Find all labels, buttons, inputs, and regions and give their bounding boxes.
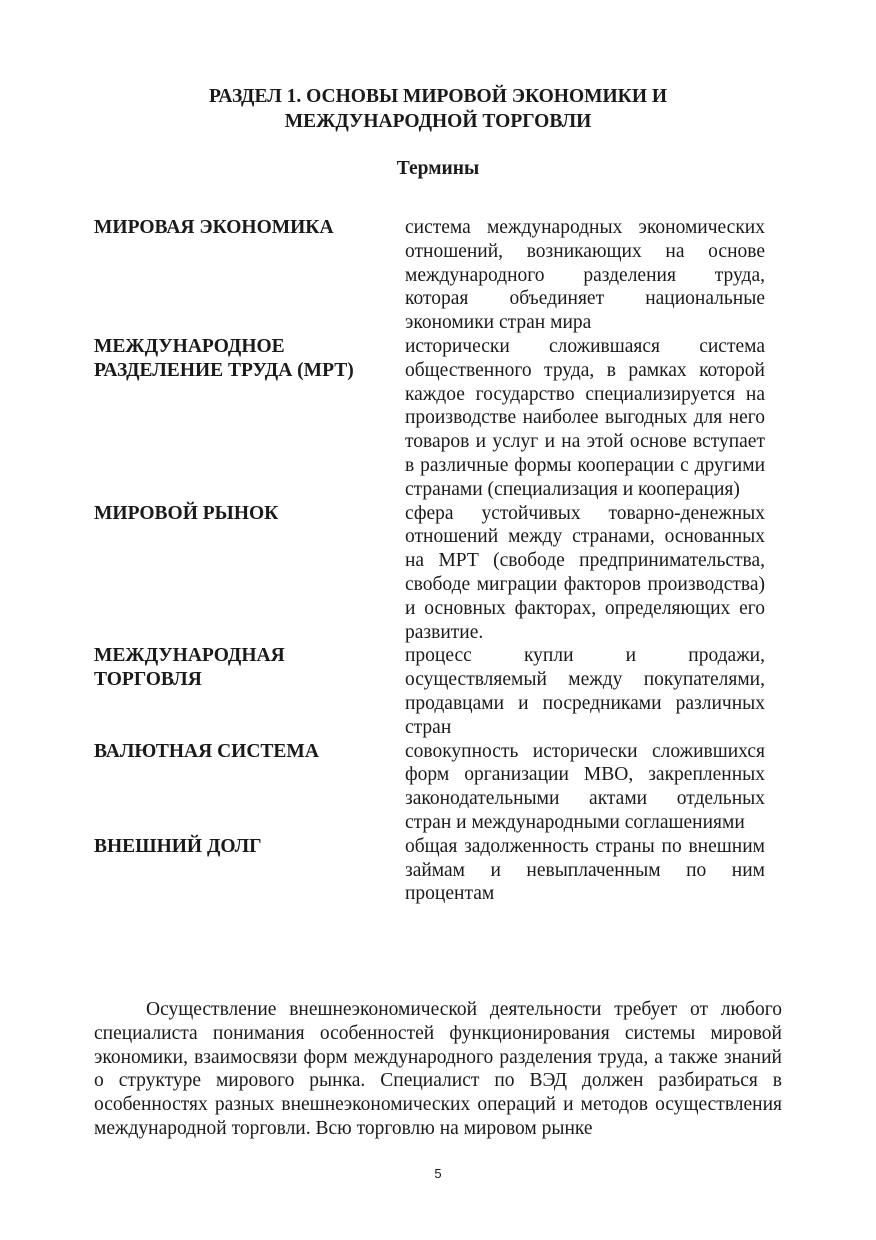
page-number: 5 [434,1166,442,1181]
term-definition: общая задолженность страны по внешним займам и невыплаченным по ним процентам [405,835,765,905]
section-title-line-2: МЕЖДУНАРОДНОЙ ТОРГОВЛИ [284,111,592,132]
term-definition: система международных экономических отношений, возникающих на основе международного разделения труда, которая объединяет национальные экономики стран мира [405,217,765,334]
term-row [94,502,766,645]
term-name: МИРОВАЯ ЭКОНОМИКА [94,217,334,238]
term-row [94,835,766,906]
term-name: ВНЕШНИЙ ДОЛГ [94,835,262,857]
term-definition: исторически сложившаяся система общественного труда, в рамках которой каждое государство специализируется на производстве наиболее выгодных для него товаров и услуг и на этой основе вступает в различные формы кооперации с другими странами (специализация и кооперация) [405,335,765,500]
term-definition: сфера устойчивых товарно-денежных отношений между странами, основанных на МРТ (свободе предпринимательства, свободе миграции факторов производства) и основных факторах, определяющих его развитие. [405,502,765,643]
term-row [94,335,766,502]
section-title-line-1: РАЗДЕЛ 1. ОСНОВЫ МИРОВОЙ ЭКОНОМИКИ И [208,86,668,107]
body-paragraph: Осуществление внешнеэкономической деятельности требует от любого специалиста понимания особенностей функционирования системы мировой экономики, взаимосвязи форм международного разделения труда, а также знаний о структуре мирового рынка. Специалист по ВЭД должен разбираться в особенностях разных внешнеэкономических операций и методов осуществления международной торговли. Всю торговлю на мировом рынке [94,999,782,1139]
term-name: МЕЖДУНАРОДНОЕ РАЗДЕЛЕНИЕ ТРУДА (МРТ) [94,335,354,381]
section-title [94,84,782,134]
term-definition: процесс купли и продажи, осуществляемый между покупателями, продавцами и посредниками различных стран [405,645,765,738]
term-name: ВАЛЮТНАЯ СИСТЕМА [94,740,319,762]
terms-table [94,216,766,906]
term-definition: совокупность исторически сложившихся форм организации МВО, закрепленных законодательными актами отдельных стран и международными соглашениями [405,740,765,833]
term-row [94,740,766,835]
term-row [94,644,766,739]
terms-heading: Термины [396,158,480,179]
term-name: МИРОВОЙ РЫНОК [94,502,279,524]
term-row [94,216,766,335]
term-name: МЕЖДУНАРОДНАЯ ТОРГОВЛЯ [94,645,285,691]
